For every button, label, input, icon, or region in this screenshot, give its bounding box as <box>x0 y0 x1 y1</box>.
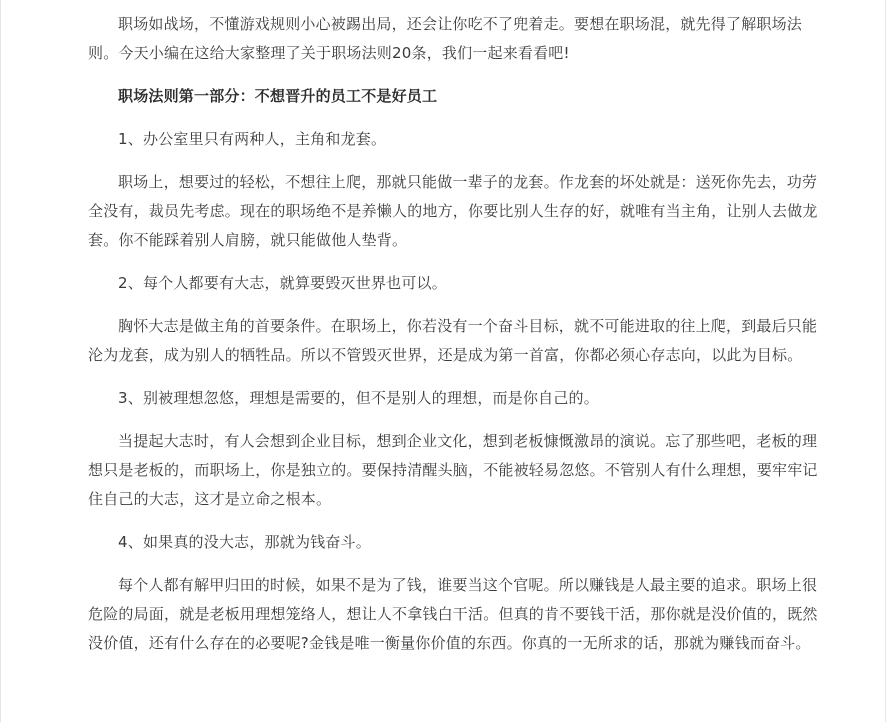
rule-1-title: 1、办公室里只有两种人，主角和龙套。 <box>118 130 387 148</box>
rule-4-body: 每个人都有解甲归田的时候，如果不是为了钱，谁要当这个官呢。所以赚钱是人最主要的追求。职场上很危险的局面，就是老板用理想笼络人，想让人不拿钱白干活。但真的肯不要钱干活，那你就是没价值的，既然没价值，还有什么存在的必要呢?金钱是唯一衡量你价值的东西。你真的一无所求的话，那就为赚钱而奋斗。 <box>88 576 818 652</box>
rule-2-body: 胸怀大志是做主角的首要条件。在职场上，你若没有一个奋斗目标，就不可能进取的往上爬，到最后只能沦为龙套，成为别人的牺牲品。所以不管毁灭世界，还是成为第一首富，你都必须心存志向，以此为目标。 <box>88 317 818 364</box>
left-border-line <box>0 0 1 722</box>
article-body <box>88 10 822 658</box>
intro-paragraph: 职场如战场，不懂游戏规则小心被踢出局，还会让你吃不了兜着走。要想在职场混，就先得了解职场法则。今天小编在这给大家整理了关于职场法则20条，我们一起来看看吧! <box>88 15 803 62</box>
section-heading: 职场法则第一部分：不想晋升的员工不是好员工 <box>118 87 438 105</box>
rule-3-body: 当提起大志时，有人会想到企业目标，想到企业文化，想到老板慷慨激昂的演说。忘了那些吧，老板的理想只是老板的，而职场上，你是独立的。要保持清醒头脑，不能被轻易忽悠。不管别人有什么理想，要牢牢记住自己的大志，这才是立命之根本。 <box>88 432 818 508</box>
rule-3-title: 3、别被理想忽悠，理想是需要的，但不是别人的理想，而是你自己的。 <box>118 389 599 407</box>
rule-1-body: 职场上，想要过的轻松，不想往上爬，那就只能做一辈子的龙套。作龙套的坏处就是：送死你先去，功劳全没有，裁员先考虑。现在的职场绝不是养懒人的地方，你要比别人生存的好，就唯有当主角，让别人去做龙套。你不能踩着别人肩膀，就只能做他人垫背。 <box>88 173 818 249</box>
rule-2-title: 2、每个人都要有大志，就算要毁灭世界也可以。 <box>118 274 447 292</box>
rule-4-title: 4、如果真的没大志，那就为钱奋斗。 <box>118 533 371 551</box>
